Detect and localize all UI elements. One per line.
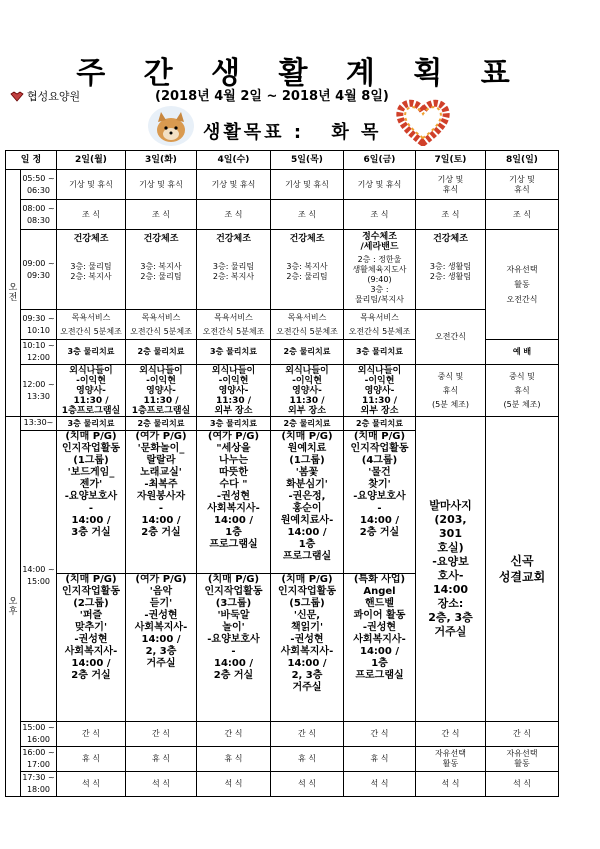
cell: (치매 P/G) 인지작업활동 (4그룹) '물건 찾기' -요양보호사 - 14:00 / 2층 거실 (특화 사업) Angel 핸드벨 콰이어 활동 -권성현 사회복지사- 14:00 / 1층 프로그램실 <box>344 431 416 722</box>
cell: 기상 및 휴식 <box>416 170 486 200</box>
cell: 휴 식 <box>197 747 271 772</box>
cell: 석 식 <box>197 772 271 797</box>
cell: 건강체조 3층: 물리팀 2층: 복지사 <box>57 230 126 310</box>
cell: 간 식 <box>197 722 271 747</box>
cell: 중식 및 휴식 (5분 체조) <box>486 365 559 417</box>
cell: 3층 물리치료 <box>57 417 126 431</box>
header-tue: 3일(화) <box>126 151 197 170</box>
cell: 3층 물리치료 <box>344 340 416 365</box>
cell: 간 식 <box>271 722 344 747</box>
cell: 건강체조 3층: 복지사 2층: 물리팀 <box>126 230 197 310</box>
cell: 외식나들이 -이익현 영양사- 11:30 / 외부 장소 <box>197 365 271 417</box>
date-period: (2018년 4월 2일 ~ 2018년 4월 8일) <box>155 89 389 104</box>
time-cell: 14:00 ~ 15:00 <box>21 431 57 722</box>
cell: 간 식 <box>486 722 559 747</box>
cell: 기상 및 휴식 <box>344 170 416 200</box>
header-sun: 8일(일) <box>486 151 559 170</box>
table-row <box>6 417 559 431</box>
header-row <box>6 151 559 170</box>
cell: 조 식 <box>197 200 271 230</box>
table-row <box>6 310 559 340</box>
life-goal <box>203 118 381 144</box>
header-wed: 4일(수) <box>197 151 271 170</box>
cell: 신곡 성결교회 <box>486 417 559 722</box>
time-cell: 12:00 ~ 13:30 <box>21 365 57 417</box>
table-row <box>6 230 559 310</box>
cell: 목욕서비스 오전간식 5분체조 <box>271 310 344 340</box>
cell: 조 식 <box>486 200 559 230</box>
cell: 3층 물리치료 <box>197 417 271 431</box>
header-schedule: 일 정 <box>6 151 57 170</box>
org-logo-icon <box>10 91 24 102</box>
time-cell: 13:30~ <box>21 417 57 431</box>
time-cell: 15:00 ~ 16:00 <box>21 722 57 747</box>
time-cell: 09:30 ~ 10:10 <box>21 310 57 340</box>
cell: 예 배 <box>486 340 559 365</box>
cell: 3층 물리치료 <box>57 340 126 365</box>
cell: 발마사지 (203, 301 호실) -요양보 호사- 14:00 장소: 2층, 3층 거주실 <box>416 417 486 722</box>
cell: 조 식 <box>57 200 126 230</box>
header-fri: 6일(금) <box>344 151 416 170</box>
cell: 자유선택 활동 <box>486 747 559 772</box>
cell: 간 식 <box>344 722 416 747</box>
cell: 석 식 <box>126 772 197 797</box>
table-row <box>6 772 559 797</box>
cell: 조 식 <box>271 200 344 230</box>
cell: (여가 P/G) '문화놀이_ 랄랄라 노래교실' -최복주 자원봉사자 - 14:00 / 2층 거실 (여가 P/G) '음악 듣기' -권성현 사회복지사- 14:00 / 2, 3층 거주실 <box>126 431 197 722</box>
cell: 간 식 <box>126 722 197 747</box>
cell: 휴 식 <box>126 747 197 772</box>
org-name <box>10 88 80 104</box>
table-row <box>6 722 559 747</box>
table-row <box>6 170 559 200</box>
goal-label: 생활목표 : <box>203 122 305 143</box>
cell: 석 식 <box>57 772 126 797</box>
table-row <box>6 747 559 772</box>
cell: 외식나들이 -이익현 영양사- 11:30 / 외부 장소 <box>344 365 416 417</box>
cell: 건강체조 3층: 복지사 2층: 물리팀 <box>271 230 344 310</box>
cell: 간 식 <box>416 722 486 747</box>
cell: 2층 물리치료 <box>271 340 344 365</box>
cell: 2층 물리치료 <box>271 417 344 431</box>
table-row <box>6 200 559 230</box>
cell: 기상 및 휴식 <box>271 170 344 200</box>
cell: 석 식 <box>271 772 344 797</box>
flower-heart-icon <box>395 98 451 146</box>
cell: 자유선택 활동 오전간식 <box>486 230 559 340</box>
cell: (치매 P/G) 인지작업활동 (1그룹) '보드게임_ 젠가' -요양보호사 - 14:00 / 3층 거실 (치매 P/G) 인지작업활동 (2그룹) '퍼즐 맞추기' -권성현 사회복지사- 14:00 / 2층 거실 <box>57 431 126 722</box>
cell: 중식 및 휴식 (5분 체조) <box>416 365 486 417</box>
cell: 기상 및 휴식 <box>486 170 559 200</box>
cell: 목욕서비스 오전간식 5분체조 <box>57 310 126 340</box>
time-cell: 09:00 ~ 09:30 <box>21 230 57 310</box>
time-cell: 17:30 ~ 18:00 <box>21 772 57 797</box>
header-thu: 5일(목) <box>271 151 344 170</box>
cell: 2층 물리치료 <box>126 340 197 365</box>
cell: 2층 물리치료 <box>344 417 416 431</box>
cell: 목욕서비스 오전간식 5분체조 <box>344 310 416 340</box>
cell: 건강체조 3층: 물리팀 2층: 복지사 <box>197 230 271 310</box>
header-mon: 2일(월) <box>57 151 126 170</box>
cell: 목욕서비스 오전간식 5분체조 <box>126 310 197 340</box>
cell: 휴 식 <box>57 747 126 772</box>
period-am: 오 전 <box>6 170 21 417</box>
cell: (치매 P/G) 원예치료 (1그룹) '봄꽃 화분심기' -권은정, 홍순이 원예치료사- 14:00 / 1층 프로그램실 (치매 P/G) 인지작업활동 (5그룹) '신문, 책읽기' -권성현 사회복지사- 14:00 / 2, 3층 거주실 <box>271 431 344 722</box>
cell: 간 식 <box>57 722 126 747</box>
time-cell: 05:50 ~ 06:30 <box>21 170 57 200</box>
cell: 목욕서비스 오전간식 5분체조 <box>197 310 271 340</box>
cell: (여가 P/G) "세상을 나누는 따뜻한 수다 " -권성현 사회복지사- 14:00 / 1층 프로그램실 (치매 P/G) 인지작업활동 (3그룹) '바둑알 놀이' -요양보호사 - 14:00 / 2층 거실 <box>197 431 271 722</box>
cell: 자유선택 활동 <box>416 747 486 772</box>
cell: 2층 물리치료 <box>126 417 197 431</box>
time-cell: 08:00 ~ 08:30 <box>21 200 57 230</box>
header-sat: 7일(토) <box>416 151 486 170</box>
cell: 외식나들이 -이익현 영양사- 11:30 / 외부 장소 <box>271 365 344 417</box>
cell: 휴 식 <box>271 747 344 772</box>
cell: 정수체조 /세라밴드 2층 : 정한울 생활체육지도사 (9:40) 3층 : 물리팀/복지사 <box>344 230 416 310</box>
page-title: 주 간 생 활 계 획 표 <box>76 56 524 91</box>
cell: 기상 및 휴식 <box>197 170 271 200</box>
cell: 기상 및 휴식 <box>126 170 197 200</box>
cell: 휴 식 <box>344 747 416 772</box>
cell: 외식나들이 -이익현 영양사- 11:30 / 1층프로그램실 <box>126 365 197 417</box>
cell: 조 식 <box>344 200 416 230</box>
cell: 조 식 <box>126 200 197 230</box>
cell: 3층 물리치료 <box>197 340 271 365</box>
time-cell: 16:00 ~ 17:00 <box>21 747 57 772</box>
cell: 오전간식 <box>416 310 486 365</box>
cell: 조 식 <box>416 200 486 230</box>
cell: 기상 및 휴식 <box>57 170 126 200</box>
weekly-schedule-table <box>5 150 559 797</box>
cell: 건강체조 3층: 생활팀 2층: 생활팀 <box>416 230 486 310</box>
dog-image <box>148 106 194 146</box>
period-pm: 오 후 <box>6 417 21 797</box>
cell: 외식나들이 -이익현 영양사- 11:30 / 1층프로그램실 <box>57 365 126 417</box>
cell: 석 식 <box>486 772 559 797</box>
org-label: 협성요양원 <box>27 90 81 103</box>
time-cell: 10:10 ~ 12:00 <box>21 340 57 365</box>
goal-value: 화 목 <box>331 122 382 143</box>
table-row <box>6 365 559 417</box>
cell: 석 식 <box>344 772 416 797</box>
cell: 석 식 <box>416 772 486 797</box>
